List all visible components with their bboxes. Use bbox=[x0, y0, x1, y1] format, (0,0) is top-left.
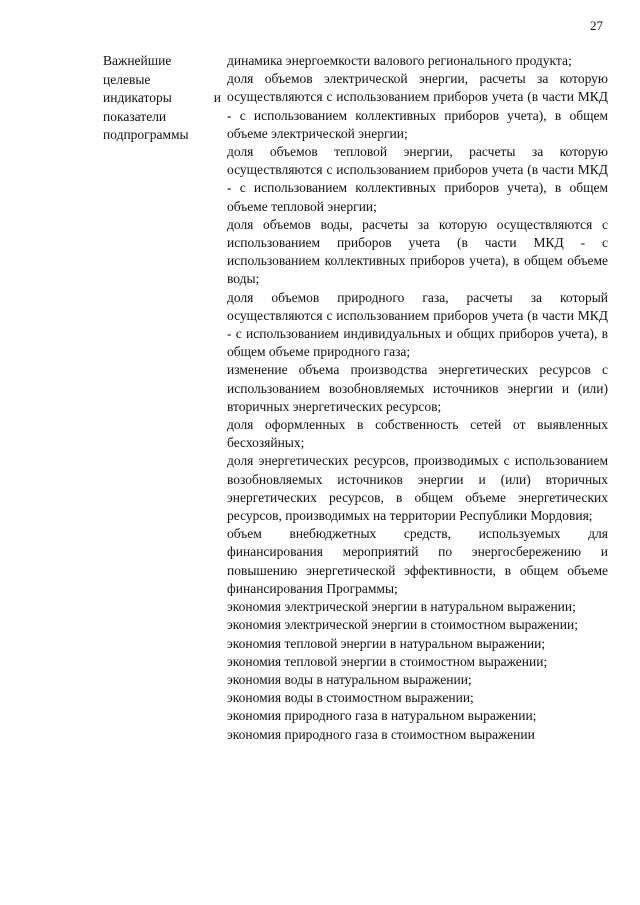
indicator-item: экономия тепловой энергии в стоимостном выражении; bbox=[227, 653, 548, 669]
indicator-item: экономия природного газа в натуральном выражении; bbox=[227, 708, 537, 724]
indicator-item: доля объемов природного газа, расчеты за который осуществляются с использованием приборов учета (в части МКД - с использованием индивидуальных и общих приборов учета), в общем объеме природного газа; bbox=[227, 289, 608, 360]
indicators-table bbox=[103, 52, 608, 744]
section-label-line: целевые bbox=[103, 71, 151, 87]
indicator-item: экономия природного газа в стоимостном выражении bbox=[227, 726, 535, 742]
indicator-item: объем внебюджетных средств, используемых для финансирования мероприятий по энергосбережению и повышению энергетической эффективности, в общем объеме финансирования Программы; bbox=[227, 526, 608, 596]
indicator-item: экономия тепловой энергии в натуральном выражении; bbox=[227, 635, 546, 651]
page-number: 27 bbox=[590, 18, 603, 33]
section-label-conjunction: и bbox=[213, 90, 221, 105]
indicator-item: доля оформленных в собственность сетей от выявленных бесхозяйных; bbox=[227, 417, 608, 451]
indicator-item: доля объемов тепловой энергии, расчеты за которую осуществляются с использованием приборов учета (в части МКД - с использованием коллективных приборов учета), в общем объеме тепловой энергии; bbox=[227, 144, 608, 214]
indicator-item: изменение объема производства энергетических ресурсов с использованием возобновляемых источников энергии и (или) вторичных энергетических ресурсов; bbox=[227, 362, 608, 414]
indicator-item: экономия электрической энергии в натуральном выражении; bbox=[227, 599, 576, 615]
indicator-item: экономия электрической энергии в стоимостном выражении; bbox=[227, 617, 578, 633]
section-label-line: подпрограммы bbox=[103, 127, 189, 142]
indicator-item: динамика энергоемкости валового регионального продукта; bbox=[227, 53, 572, 68]
indicator-item: доля объемов электрической энергии, расчеты за которую осуществляются с использованием приборов учета (в части МКД - с использованием коллективных приборов учета), в общем объеме электрической энергии; bbox=[227, 71, 608, 141]
indicators-list bbox=[221, 52, 608, 744]
section-label bbox=[103, 52, 221, 744]
indicator-item: экономия воды в стоимостном выражении; bbox=[227, 690, 474, 706]
section-label-line: индикаторы bbox=[103, 90, 172, 105]
section-label-line: Важнейшие bbox=[103, 53, 172, 68]
indicator-item: доля объемов воды, расчеты за которую осуществляются с использованием приборов учета (в части МКД - с использованием коллективных приборов учета), в общем объеме воды; bbox=[227, 216, 608, 287]
section-label-line: показатели bbox=[103, 108, 167, 124]
section-label-line-with-conjunction bbox=[103, 89, 221, 108]
indicator-item: экономия воды в натуральном выражении; bbox=[227, 671, 472, 687]
indicator-item: доля энергетических ресурсов, производимых с использованием возобновляемых источников энергии и (или) вторичных энергетических ресурсов, в общем объеме энергетических ресурсов, производимых на территории Республики Мордовия; bbox=[227, 453, 608, 524]
